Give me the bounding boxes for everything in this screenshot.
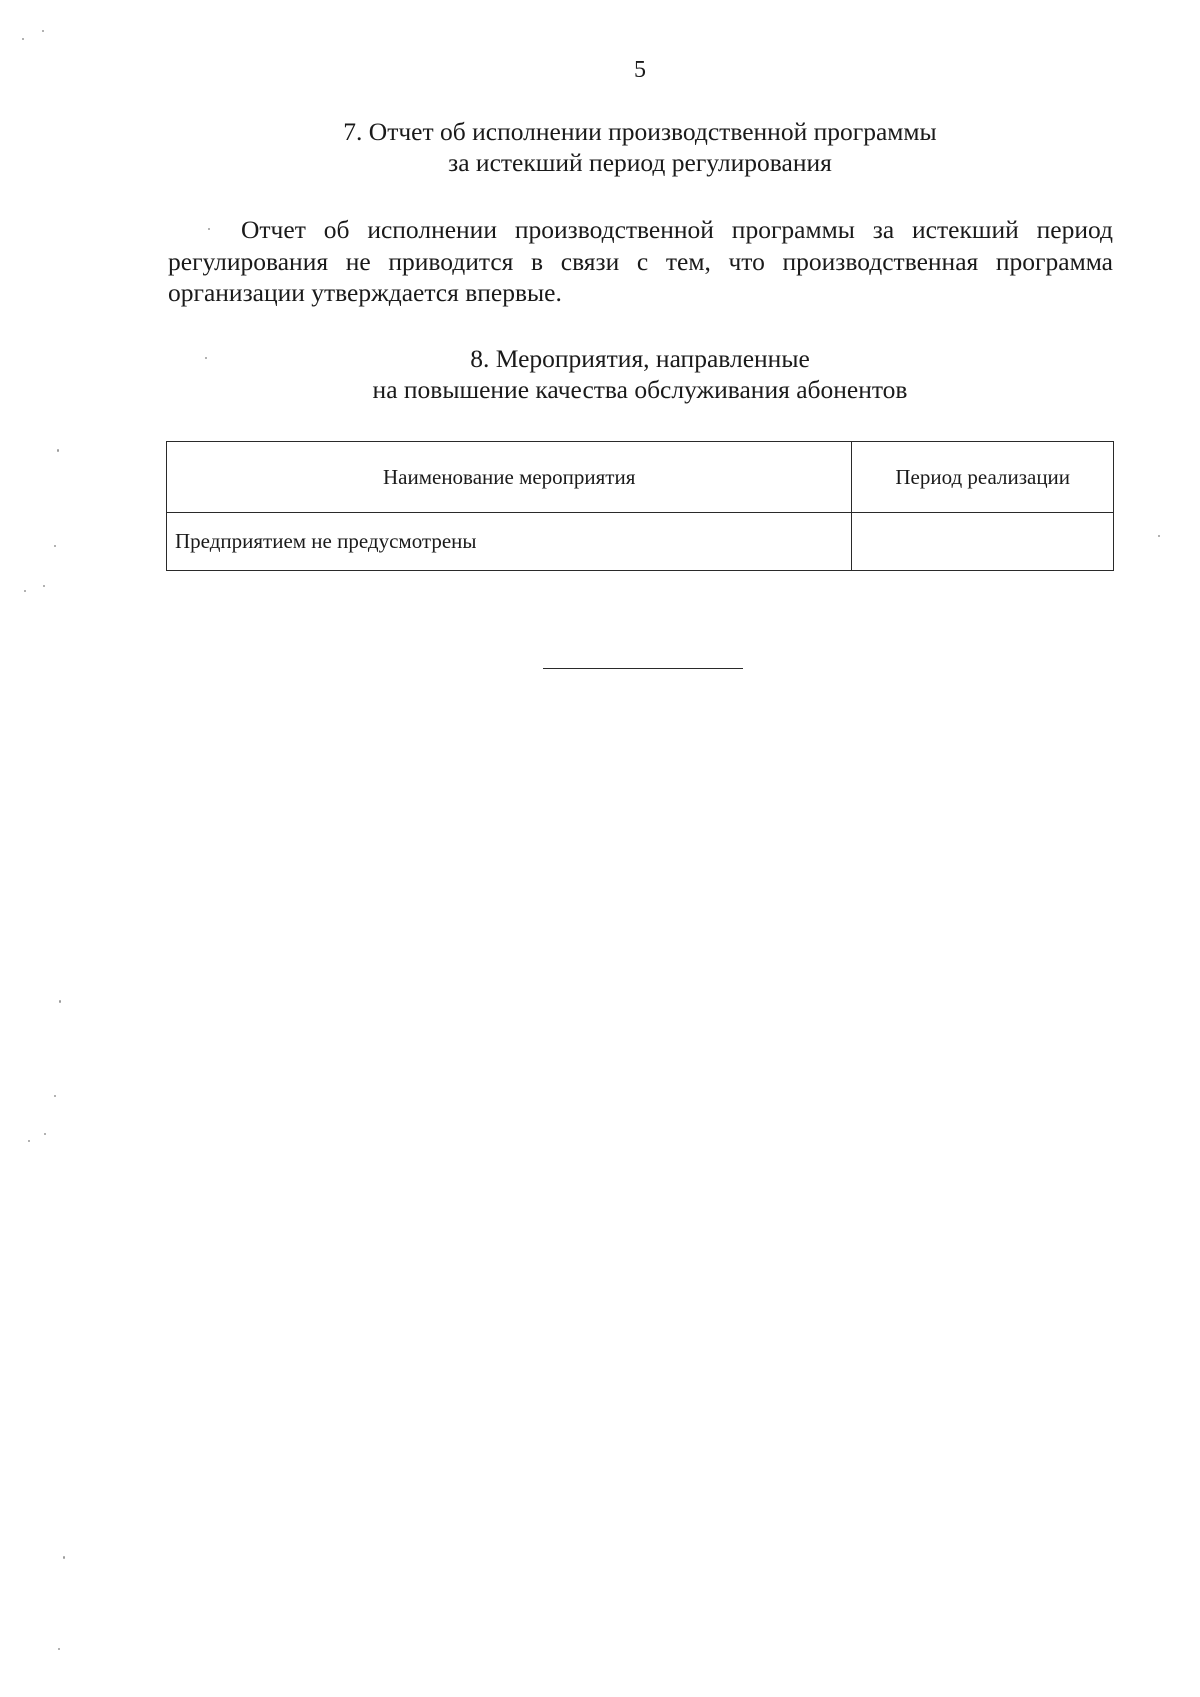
column-header-measure-name: Наименование мероприятия bbox=[167, 442, 852, 513]
scan-speck bbox=[63, 1556, 65, 1559]
closing-separator-line bbox=[543, 668, 743, 669]
section-7-heading-line-2: за истекший период регулирования bbox=[448, 148, 832, 177]
measures-table bbox=[166, 441, 1114, 571]
scan-speck bbox=[42, 30, 44, 32]
scan-speck bbox=[24, 590, 26, 592]
column-header-period: Период реализации bbox=[852, 442, 1114, 513]
page-number: 5 bbox=[634, 57, 646, 83]
scan-speck bbox=[57, 449, 59, 452]
scan-speck bbox=[205, 357, 207, 359]
section-8-heading-line-2: на повышение качества обслуживания абонентов bbox=[372, 375, 908, 404]
scan-speck bbox=[58, 1648, 60, 1650]
table-cell-period bbox=[852, 513, 1114, 571]
section-7-heading bbox=[0, 116, 1200, 178]
scan-speck bbox=[54, 545, 56, 547]
section-8-heading-line-1: 8. Мероприятия, направленные bbox=[470, 344, 810, 373]
scan-speck bbox=[22, 38, 24, 40]
table-header-row bbox=[167, 442, 1114, 513]
section-7-heading-line-1: 7. Отчет об исполнении производственной программы bbox=[343, 117, 937, 146]
scan-speck bbox=[44, 1133, 46, 1135]
scan-speck bbox=[43, 585, 45, 587]
section-7-paragraph: Отчет об исполнении производственной программы за истекший период регулирования не приводится в связи с тем, что производственная программа организации утверждается впервые. bbox=[168, 215, 1113, 307]
scan-speck bbox=[59, 1000, 61, 1003]
table-row bbox=[167, 513, 1114, 571]
scan-speck bbox=[1158, 535, 1160, 537]
table-cell-measure-name: Предприятием не предусмотрены bbox=[167, 513, 852, 571]
scan-speck bbox=[28, 1140, 30, 1142]
section-8-heading bbox=[0, 343, 1200, 405]
scan-speck bbox=[208, 228, 210, 230]
scan-speck bbox=[54, 1095, 56, 1097]
